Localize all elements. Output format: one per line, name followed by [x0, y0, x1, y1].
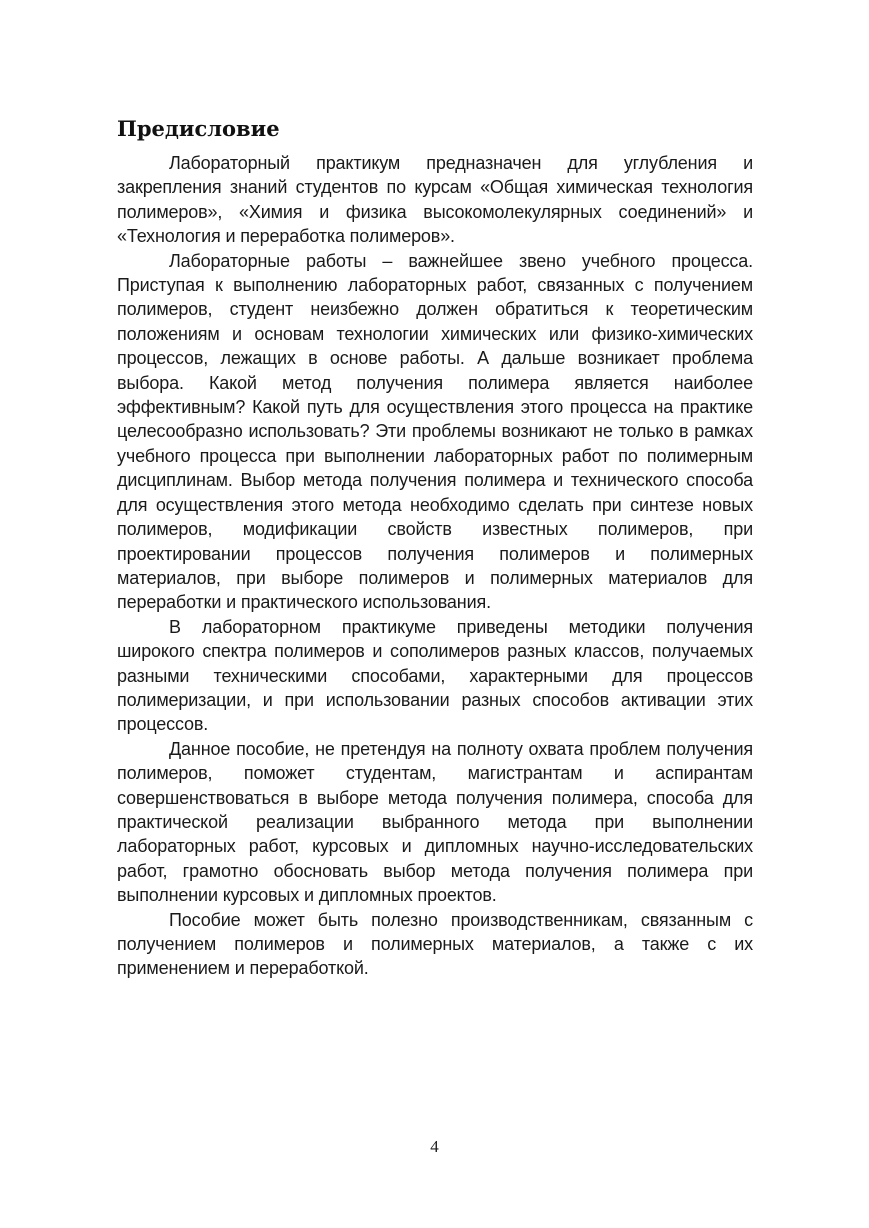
page-number: 4: [430, 1137, 439, 1156]
paragraph-3: В лабораторном практикуме приведены методики получения широкого спектра полимеров и сополимеров разных классов, получаемых разными техническими способами, характерными для процессов полимеризации, и при использовании разных способов активации этих процессов.: [117, 616, 753, 735]
paragraph-2: Лабораторные работы – важнейшее звено учебного процесса. Приступая к выполнению лабораторных работ, связанных с получением полимеров, студент неизбежно должен обратиться к теоретическим положениям и основам технологии химических или физико-химических процессов, лежащих в основе работы. А дальше возникает проблема выбора. Какой метод получения полимера является наиболее эффективным? Какой путь для осуществления этого процесса на практике целесообразно использовать? Эти проблемы возникают не только в рамках учебного процесса при выполнении лабораторных работ по полимерным дисциплинам. Выбор метода получения полимера и технического способа для осуществления этого метода необходимо сделать при синтезе новых полимеров, модификации свойств известных полимеров, при проектировании процессов получения полимеров и полимерных материалов, при выборе полимеров и полимерных материалов для переработки и практического использования.: [117, 250, 753, 613]
paragraph-4: Данное пособие, не претендуя на полноту охвата проблем получения полимеров, поможет студентам, магистрантам и аспирантам совершенствоваться в выборе метода получения полимера, способа для практической реализации выбранного метода при выполнении лабораторных работ, курсовых и дипломных научно-исследовательских работ, грамотно обосновать выбор метода получения полимера при выполнении курсовых и дипломных проектов.: [117, 738, 753, 906]
paragraph-5: Пособие может быть полезно производственникам, связанным с получением полимеров и полимерных материалов, а также с их применением и переработкой.: [117, 909, 753, 979]
section-heading: Предисловие: [117, 116, 280, 141]
preface-body: [117, 151, 753, 981]
paragraph-1: Лабораторный практикум предназначен для углубления и закрепления знаний студентов по курсам «Общая химическая технология полимеров», «Химия и физика высокомолекулярных соединений» и «Технология и переработка полимеров».: [117, 153, 753, 247]
